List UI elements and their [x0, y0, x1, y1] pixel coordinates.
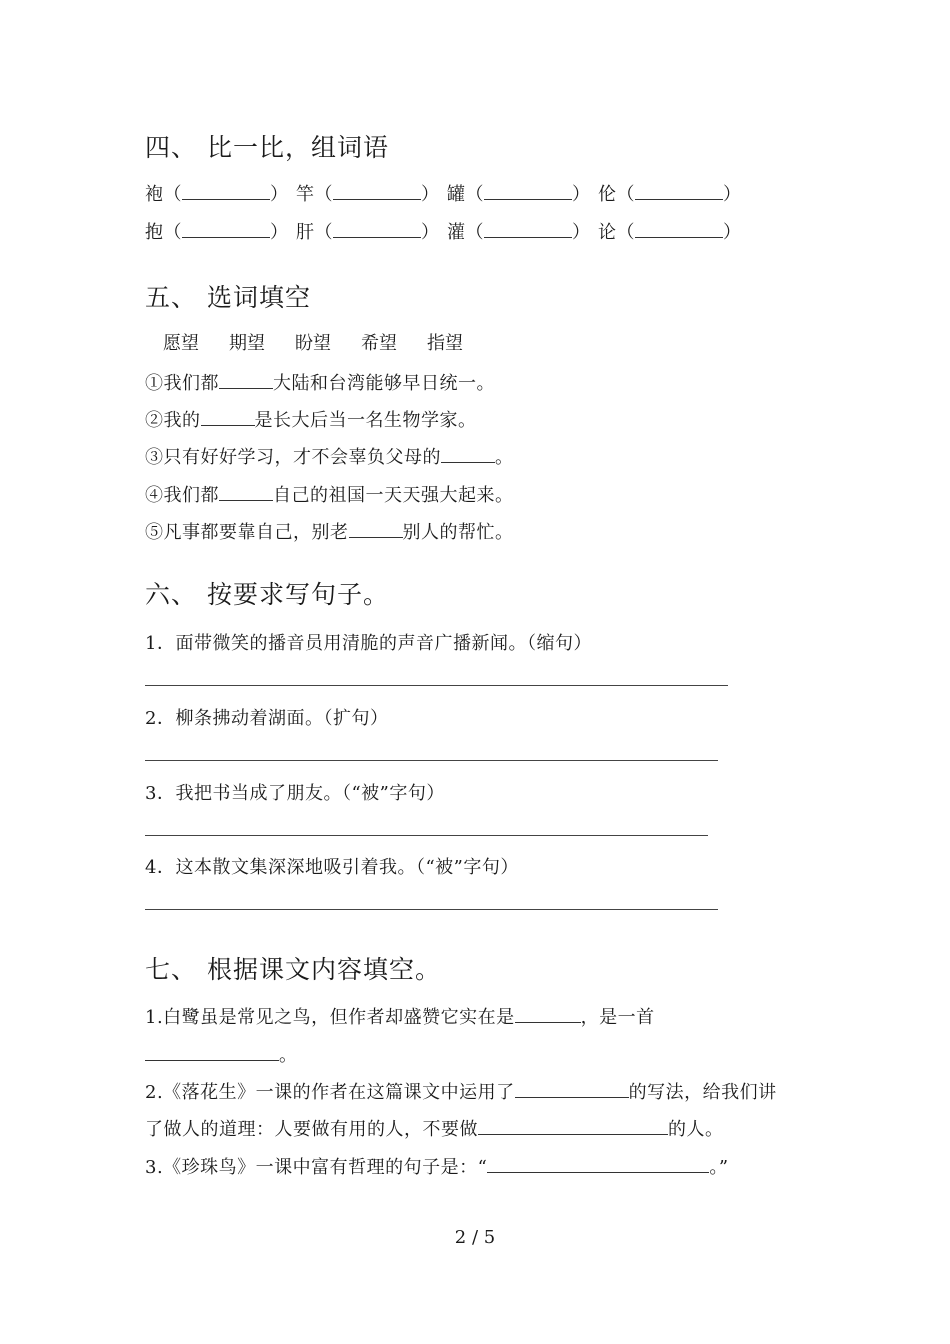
item-text: ，是一首 — [580, 1007, 655, 1028]
section-4-number: 四、 — [145, 133, 198, 162]
section-6-number: 六、 — [145, 580, 198, 609]
answer-blank[interactable] — [487, 1156, 709, 1173]
item-text: ④我们都 — [145, 485, 219, 506]
answer-blank[interactable] — [201, 409, 255, 426]
word-option: 希望 — [361, 333, 397, 354]
compare-row-2: 抱（ ） 肝（ ） 灌（ ） 论（ ） — [145, 222, 742, 243]
section-5-title: 选词填空 — [207, 283, 312, 312]
answer-blank[interactable] — [635, 221, 723, 238]
recall-item-3 — [145, 1153, 729, 1179]
word-bank — [163, 329, 493, 355]
answer-blank[interactable] — [441, 446, 495, 463]
answer-blank[interactable] — [182, 221, 270, 238]
word-option: 盼望 — [295, 333, 331, 354]
section-4-title: 比一比，组词语 — [207, 133, 390, 162]
char: 罐 — [447, 184, 466, 205]
answer-blank[interactable] — [219, 372, 273, 389]
item-text: 的人。 — [668, 1119, 724, 1140]
section-4-heading — [145, 128, 389, 164]
section-6-heading — [145, 575, 389, 611]
answer-blank[interactable] — [484, 221, 572, 238]
answer-line[interactable] — [145, 760, 718, 761]
item-text: 自己的祖国一天天强大起来。 — [273, 485, 514, 506]
item-text: 1.白鹭虽是常见之鸟，但作者却盛赞它实在是 — [145, 1007, 515, 1028]
item-text: ①我们都 — [145, 373, 219, 394]
answer-blank[interactable] — [484, 183, 572, 200]
word-option: 期望 — [229, 333, 265, 354]
answer-blank[interactable] — [219, 484, 273, 501]
answer-blank[interactable] — [478, 1118, 668, 1135]
item-text: 2.《落花生》一课的作者在这篇课文中运用了 — [145, 1082, 515, 1103]
char: 抱 — [145, 222, 164, 243]
section-6-title: 按要求写句子。 — [207, 580, 390, 609]
answer-blank[interactable] — [145, 1044, 279, 1061]
recall-item-1 — [145, 1003, 655, 1029]
answer-line[interactable] — [145, 835, 708, 836]
item-text: ③只有好好学习，才不会辜负父母的 — [145, 447, 441, 468]
char: 论 — [598, 222, 617, 243]
item-text: 大陆和台湾能够早日统一。 — [273, 373, 495, 394]
char: 袍 — [145, 184, 164, 205]
answer-blank[interactable] — [515, 1006, 581, 1023]
item-text: 是长大后当一名生物学家。 — [254, 410, 477, 431]
section-5-number: 五、 — [145, 283, 198, 312]
item-text: 3.《珍珠鸟》一课中富有哲理的句子是：“ — [145, 1157, 488, 1178]
section-5-heading — [145, 278, 311, 314]
item-text: ②我的 — [145, 410, 201, 431]
rewrite-item-1: 1．面带微笑的播音员用清脆的声音广播新闻。（缩句） — [145, 633, 592, 654]
item-text: 了做人的道理：人要做有用的人，不要做 — [145, 1119, 478, 1140]
fill-item-2 — [145, 406, 477, 432]
section-7-heading — [145, 950, 441, 986]
answer-line[interactable] — [145, 909, 718, 910]
fill-item-4 — [145, 481, 514, 507]
rewrite-item-2: 2．柳条拂动着湖面。（扩句） — [145, 708, 389, 729]
rewrite-item-3: 3．我把书当成了朋友。（“被”字句） — [145, 783, 445, 804]
answer-line[interactable] — [145, 685, 728, 686]
recall-item-2-cont — [145, 1115, 724, 1141]
item-text: 。” — [709, 1157, 729, 1178]
char: 伦 — [598, 184, 617, 205]
item-text: 。 — [495, 447, 514, 468]
word-option: 指望 — [427, 333, 463, 354]
fill-item-5 — [145, 518, 514, 544]
answer-blank[interactable] — [515, 1081, 629, 1098]
item-text: 别人的帮忙。 — [402, 522, 514, 543]
fill-item-1 — [145, 369, 495, 395]
answer-blank[interactable] — [635, 183, 723, 200]
rewrite-item-4: 4．这本散文集深深地吸引着我。（“被”字句） — [145, 857, 519, 878]
answer-blank[interactable] — [182, 183, 270, 200]
char: 竿 — [296, 184, 315, 205]
char: 肝 — [296, 222, 315, 243]
word-option: 愿望 — [163, 333, 199, 354]
section-7-number: 七、 — [145, 955, 198, 984]
item-text: 。 — [279, 1045, 298, 1066]
answer-blank[interactable] — [349, 521, 403, 538]
section-7-title: 根据课文内容填空。 — [207, 955, 442, 984]
item-text: ⑤凡事都要靠自己，别老 — [145, 522, 349, 543]
item-text: 的写法，给我们讲 — [628, 1082, 777, 1103]
answer-blank[interactable] — [333, 183, 421, 200]
recall-item-2 — [145, 1078, 777, 1104]
char: 灌 — [447, 222, 466, 243]
compare-row-1: 袍（ ） 竿（ ） 罐（ ） 伦（ ） — [145, 184, 742, 205]
page-number: 2 / 5 — [454, 1227, 496, 1248]
recall-item-1-cont — [145, 1041, 298, 1067]
fill-item-3 — [145, 443, 514, 469]
answer-blank[interactable] — [333, 221, 421, 238]
